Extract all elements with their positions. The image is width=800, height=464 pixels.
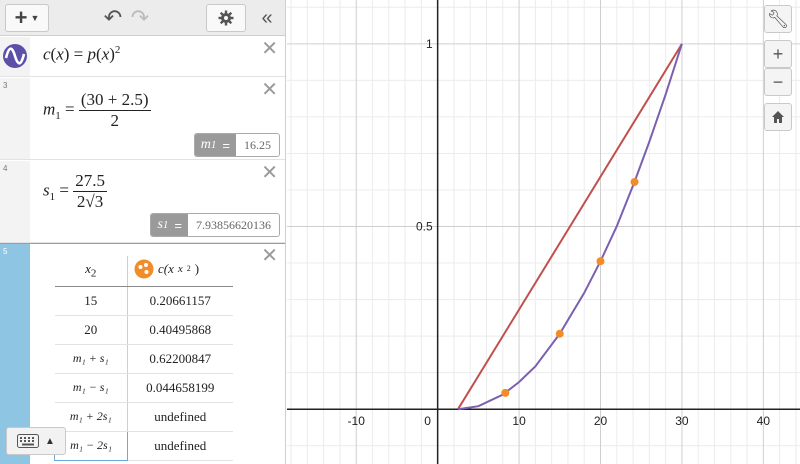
expression-m1[interactable]	[0, 78, 286, 160]
result-value: 16.25	[236, 134, 279, 156]
data-point[interactable]	[501, 389, 509, 397]
expression-number: 4	[3, 164, 8, 173]
x-tick-label: 40	[756, 414, 771, 429]
table-cell-value: 0.62200847	[128, 344, 233, 373]
wrench-icon: 🔧︎	[766, 8, 790, 29]
fraction-numerator: (30 + 2.5)	[80, 90, 149, 109]
result-value: 7.93856620136	[188, 214, 279, 236]
home-icon	[771, 110, 785, 124]
data-table	[54, 256, 233, 461]
table-row	[55, 286, 233, 315]
x-tick-label: 0	[424, 414, 431, 429]
x-tick-label: 20	[593, 414, 608, 429]
data-point[interactable]	[556, 330, 564, 338]
expression-panel	[0, 0, 286, 464]
table-row	[55, 315, 233, 344]
graph-settings-button[interactable]	[764, 5, 792, 33]
expression-s1[interactable]	[0, 161, 286, 243]
table-cell-value: 0.20661157	[128, 286, 233, 315]
table-row	[55, 373, 233, 402]
add-item-button[interactable]	[5, 4, 49, 32]
caret-down-icon: ▼	[30, 13, 40, 23]
collapse-panel-button[interactable]	[254, 4, 280, 32]
table-cell-x[interactable]: m₁ + 2s₁	[55, 402, 128, 431]
evaluation-result	[150, 213, 280, 237]
expression-toolbar	[0, 0, 286, 36]
caret-up-icon: ▲	[45, 435, 55, 447]
table-header-c[interactable]: c(x x 2 )	[128, 256, 233, 286]
delete-expression-button[interactable]: ✕	[261, 38, 278, 60]
table-row	[55, 402, 233, 431]
home-button[interactable]	[764, 103, 792, 131]
redo-icon: ↷	[130, 5, 150, 30]
table-cell-x[interactable]: 20	[55, 315, 128, 344]
expression-number: 5	[3, 247, 8, 256]
expression-gutter	[0, 78, 30, 159]
table-cell-x[interactable]: m₁ − 2s₁	[55, 431, 128, 460]
result-equals: =	[222, 134, 236, 156]
x-tick-label: 30	[675, 414, 689, 429]
minus-icon: −	[772, 71, 784, 92]
expression-gutter	[0, 161, 30, 242]
expression-math: $m_1$ = $\frac{(30 + 2.5)}{2}$	[43, 90, 149, 130]
table-header-row	[55, 256, 233, 286]
table-row	[55, 431, 233, 460]
desmos-logo-icon	[2, 43, 28, 69]
graph-canvas[interactable]	[287, 0, 800, 464]
table-cell-value: undefined	[128, 431, 233, 460]
table-cell-x[interactable]: 15	[55, 286, 128, 315]
table-cell-x[interactable]: m₁ + s₁	[55, 344, 128, 373]
add-label: +	[14, 5, 28, 30]
delete-expression-button[interactable]: ✕	[261, 79, 278, 101]
zoom-in-button[interactable]	[764, 40, 792, 68]
undo-icon: ↶	[103, 5, 123, 30]
table-cell-value: 0.044658199	[128, 373, 233, 402]
fraction-denominator: 2	[79, 110, 151, 131]
y-tick-label: 0.5	[415, 219, 433, 234]
settings-button[interactable]	[206, 4, 246, 32]
keyboard-toggle-button[interactable]	[6, 427, 66, 455]
plus-icon: +	[772, 43, 784, 64]
point-style-icon[interactable]	[134, 259, 154, 279]
x-tick-label: 10	[512, 414, 526, 429]
fraction-numerator: 27.5	[75, 171, 105, 190]
expression-c-of-x[interactable]	[0, 37, 286, 77]
result-label: s 1	[151, 214, 174, 236]
expression-gutter	[0, 37, 30, 76]
x-tick-label: -10	[347, 414, 365, 429]
result-equals: =	[174, 214, 188, 236]
expression-math: $s_1$ = $\frac{27.5}{2√3}$	[43, 171, 105, 211]
fraction-denominator: 2√3	[73, 191, 107, 212]
expression-number: 3	[3, 81, 8, 90]
table-header-x[interactable]: $x_2$	[55, 256, 128, 286]
data-point[interactable]	[631, 178, 639, 186]
table-cell-value: 0.40495868	[128, 315, 233, 344]
table-row	[55, 344, 233, 373]
zoom-out-button[interactable]	[764, 68, 792, 96]
table-cell-value: undefined	[128, 402, 233, 431]
y-tick-label: 1	[425, 36, 433, 51]
redo-button[interactable]	[127, 4, 153, 32]
table-cell-x[interactable]: m₁ − s₁	[55, 373, 128, 402]
collapse-icon: «	[261, 6, 273, 29]
delete-expression-button[interactable]: ✕	[261, 245, 278, 267]
undo-button[interactable]	[100, 4, 126, 32]
keyboard-icon	[17, 434, 39, 448]
result-label: m 1	[195, 134, 223, 156]
data-point[interactable]	[597, 257, 605, 265]
evaluation-result	[194, 133, 280, 157]
delete-expression-button[interactable]: ✕	[261, 162, 278, 184]
gear-icon	[218, 10, 234, 26]
expression-math: $c(x) = p(x)^2$	[43, 44, 121, 64]
